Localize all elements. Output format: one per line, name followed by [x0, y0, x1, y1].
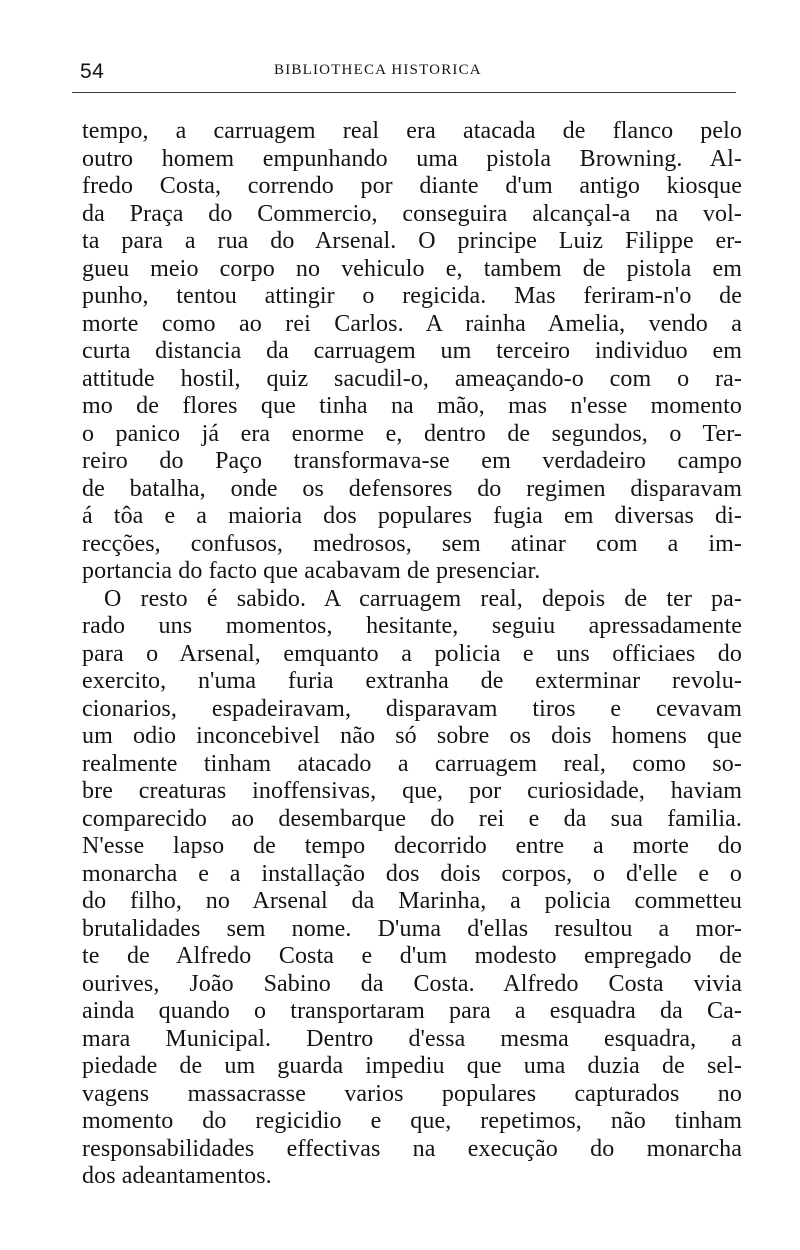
- text-line: momento do regicidio e que, repetimos, não tinham: [82, 1108, 742, 1134]
- text-line: O resto é sabido. A carruagem real, depois de ter pa-: [104, 585, 742, 612]
- text-line: comparecido ao desembarque do rei e da sua familia.: [82, 805, 742, 832]
- text-line: punho, tentou attingir o regicida. Mas feriram-n'o de: [82, 283, 742, 309]
- text-line: ta para a rua do Arsenal. O principe Luiz Filippe er-: [82, 228, 742, 254]
- text-line: rado uns momentos, hesitante, seguiu apressadamente: [82, 613, 742, 639]
- text-line: mara Municipal. Dentro d'essa mesma esquadra, a: [82, 1025, 742, 1052]
- text-line: tempo, a carruagem real era atacada de flanco pelo: [82, 118, 742, 144]
- text-line: piedade de um guarda impediu que uma duzia de sel-: [82, 1053, 742, 1079]
- text-line: da Praça do Commercio, conseguira alcançal-a na vol-: [82, 200, 742, 227]
- text-line: monarcha e a installação dos dois corpos, o d'elle e o: [82, 860, 742, 887]
- text-line: do filho, no Arsenal da Marinha, a policia commetteu: [82, 888, 742, 914]
- text-line: brutalidades sem nome. D'uma d'ellas resultou a mor-: [82, 915, 742, 942]
- page-number: 54: [80, 60, 105, 83]
- text-line: cionarios, espadeiravam, disparavam tiros e cevavam: [82, 695, 742, 722]
- text-line: mo de flores que tinha na mão, mas n'esse momento: [82, 393, 742, 419]
- text-line: morte como ao rei Carlos. A rainha Amelia, vendo a: [82, 310, 742, 337]
- paragraph-1: [82, 118, 742, 586]
- text-line: á tôa e a maioria dos populares fugia em diversas di-: [82, 503, 742, 529]
- text-line: vagens massacrasse varios populares capturados no: [82, 1080, 742, 1107]
- body-text: [82, 118, 742, 1191]
- text-line: bre creaturas inoffensivas, que, por curiosidade, haviam: [82, 778, 742, 804]
- paragraph-2: [82, 586, 742, 1191]
- text-line: portancia do facto que acabavam de presenciar.: [82, 558, 541, 584]
- text-line: te de Alfredo Costa e d'um modesto empregado de: [82, 943, 742, 969]
- text-line: responsabilidades effectivas na execução do monarcha: [82, 1135, 742, 1162]
- text-line: curta distancia da carruagem um terceiro individuo em: [82, 338, 742, 364]
- text-line: outro homem empunhando uma pistola Browning. Al-: [82, 145, 742, 172]
- header-rule: [72, 92, 736, 93]
- text-line: um odio inconcebivel não só sobre os dois homens que: [82, 723, 742, 749]
- text-line: dos adeantamentos.: [82, 1163, 272, 1189]
- text-line: ainda quando o transportaram para a esquadra da Ca-: [82, 998, 742, 1024]
- page-header: [72, 58, 740, 94]
- text-line: N'esse lapso de tempo decorrido entre a morte do: [82, 833, 742, 859]
- running-title: BIBLIOTHECA HISTORICA: [274, 62, 482, 78]
- text-line: attitude hostil, quiz sacudil-o, ameaçando-o com o ra-: [82, 365, 742, 392]
- text-line: gueu meio corpo no vehiculo e, tambem de pistola em: [82, 255, 742, 282]
- text-line: para o Arsenal, emquanto a policia e uns officiaes do: [82, 640, 742, 667]
- text-line: fredo Costa, correndo por diante d'um antigo kiosque: [82, 173, 742, 199]
- text-line: exercito, n'uma furia extranha de exterminar revolu-: [82, 668, 742, 694]
- text-line: o panico já era enorme e, dentro de segundos, o Ter-: [82, 420, 742, 447]
- text-line: reiro do Paço transformava-se em verdadeiro campo: [82, 448, 742, 474]
- text-line: de batalha, onde os defensores do regimen disparavam: [82, 475, 742, 502]
- text-line: ourives, João Sabino da Costa. Alfredo Costa vivia: [82, 970, 742, 997]
- text-line: realmente tinham atacado a carruagem real, como so-: [82, 750, 742, 777]
- text-line: recções, confusos, medrosos, sem atinar com a im-: [82, 530, 742, 557]
